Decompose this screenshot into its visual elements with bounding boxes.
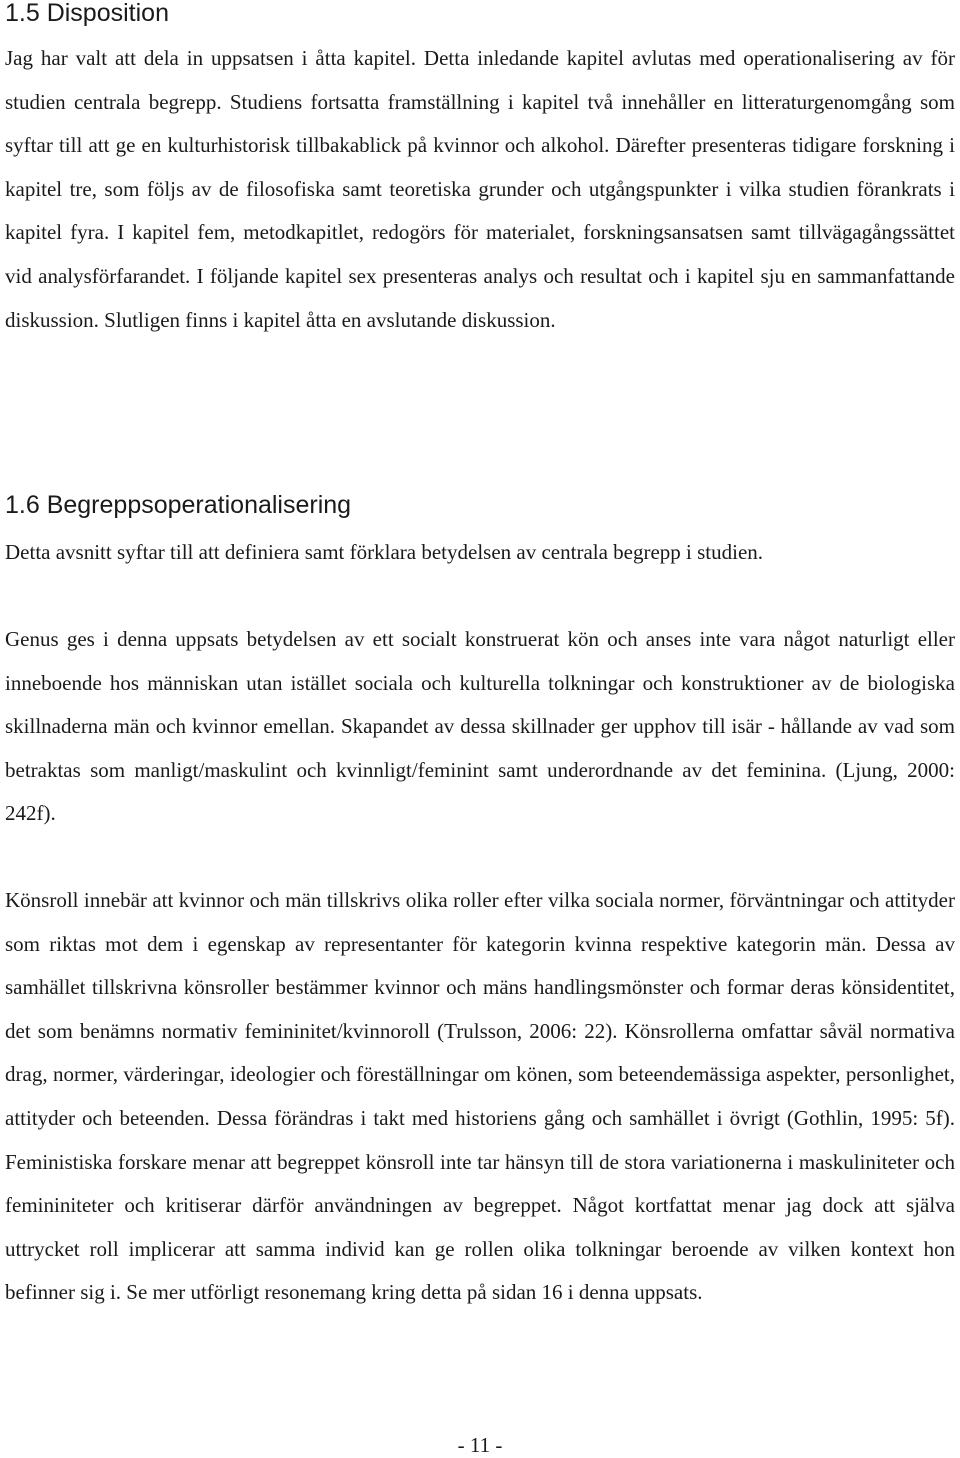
paragraph-intro: Detta avsnitt syftar till att definiera samt förklara betydelsen av centrala begrepp i studien. xyxy=(5,540,764,564)
section-heading-begreppsoperationalisering: 1.6 Begreppsoperationalisering xyxy=(5,491,352,519)
paragraph-disposition: Jag har valt att dela in uppsatsen i åtta kapitel. Detta inledande kapitel avlutas med operationalisering av för studien centrala begrepp. Studiens fortsatta framställning i kapitel två innehåller en litteraturgenomgång som syftar till att ge en kulturhistorisk tillbakablick på kvinnor och alkohol. Därefter presenteras tidigare forskning i kapitel tre, som följs av de filosofiska samt teoretiska grunder och utgångspunkter i vilka studien förankrats i kapitel fyra. I kapitel fem, metodkapitlet, redogörs för materialet, forskningsansatsen samt tillvägagångssättet vid analysförfarandet. I följande kapitel sex presenteras analys och resultat och i kapitel sju en sammanfattande diskussion. Slutligen finns i kapitel åtta en avslutande diskussion. xyxy=(5,46,955,332)
section-heading-disposition: 1.5 Disposition xyxy=(5,0,169,27)
page-number: - 11 - xyxy=(457,1433,503,1457)
paragraph-genus: Genus ges i denna uppsats betydelsen av ett socialt konstruerat kön och anses inte vara något naturligt eller inneboende hos människan utan istället sociala och kulturella tolkningar och konstruktioner av de biologiska skillnaderna män och kvinnor emellan. Skapandet av dessa skillnader ger upphov till isär - hållande av vad som betraktas som manligt/maskulint och kvinnligt/feminint samt underordnande av det feminina. (Ljung, 2000: 242f). xyxy=(5,627,955,826)
paragraph-konsroll: Könsroll innebär att kvinnor och män tillskrivs olika roller efter vilka sociala normer, förväntningar och attityder som riktas mot dem i egenskap av representanter för kategorin kvinna respektive kategorin män. Dessa av samhället tillskrivna könsroller bestämmer kvinnor och mäns handlingsmönster och formar deras könsidentitet, det som benämns normativ femininitet/kvinnoroll (Trulsson, 2006: 22). Könsrollerna omfattar såväl normativa drag, normer, värderingar, ideologier och föreställningar om könen, som beteendemässiga aspekter, personlighet, attityder och beteenden. Dessa förändras i takt med historiens gång och samhället i övrigt (Gothlin, 1995: 5f). Feministiska forskare menar att begreppet könsroll inte tar hänsyn till de stora variationerna i maskuliniteter och femininiteter och kritiserar därför användningen av begreppet. Något kortfattat menar jag dock att själva uttrycket roll implicerar att samma individ kan ge rollen olika tolkningar beroende av vilken kontext hon befinner sig i. Se mer utförligt resonemang kring detta på sidan 16 i denna uppsats. xyxy=(5,888,955,1305)
